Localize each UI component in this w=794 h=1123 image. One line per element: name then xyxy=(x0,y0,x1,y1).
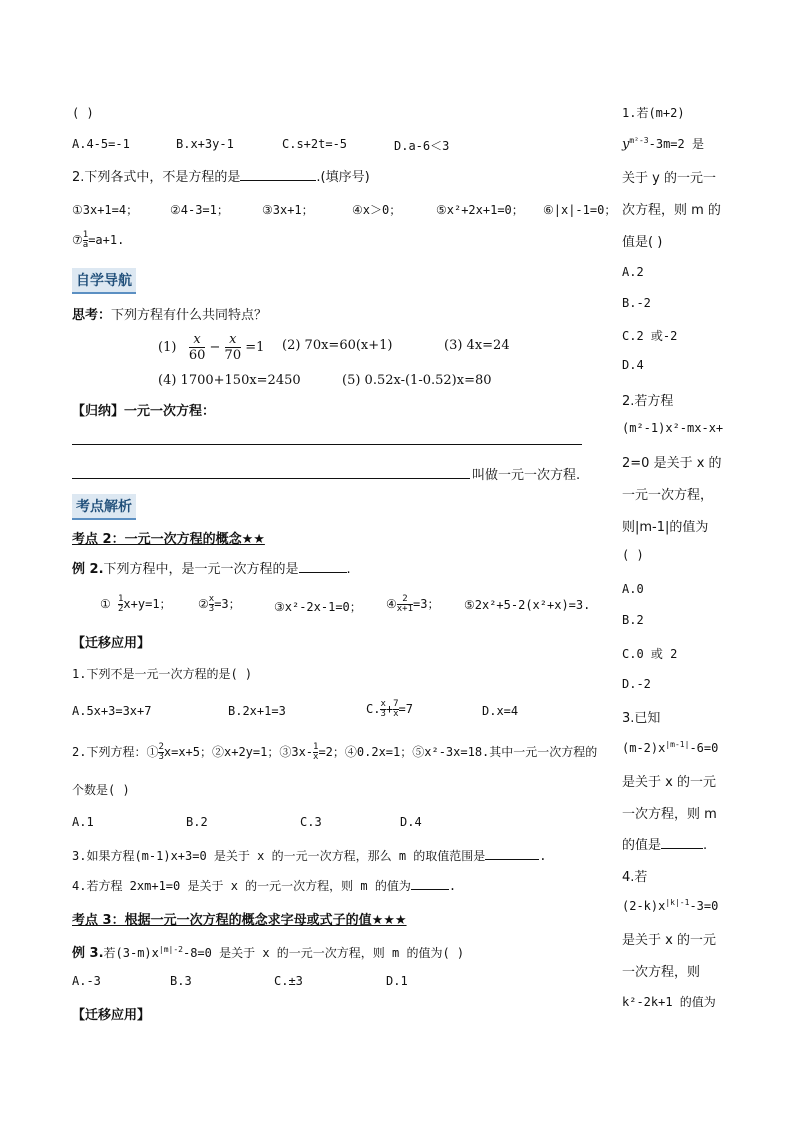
example-2-item-3: ③x²-2x-1=0； xyxy=(274,600,362,614)
q2-item-6: ⑥|x|-1=0； xyxy=(543,203,617,217)
summary-end: 叫做一元一次方程. xyxy=(472,468,581,483)
side-q4-line4: 一次方程，则 xyxy=(622,965,701,980)
side-q1-option-c: C.2 或-2 xyxy=(622,329,678,343)
side-q2-option-d: D.-2 xyxy=(622,677,651,691)
example-3-option-a: A.-3 xyxy=(72,974,101,988)
side-q1-option-a: A.2 xyxy=(622,265,644,279)
transfer-heading-2: 【迁移应用】 xyxy=(72,1008,151,1023)
example-2-item-5: ⑤2x²+5-2(x²+x)=3. xyxy=(464,598,591,612)
q2-question: 2.下列各式中，不是方程的是 .(填序号) xyxy=(72,170,370,185)
q2-item-1: ①3x+1=4； xyxy=(72,203,139,217)
example-3-option-d: D.1 xyxy=(386,974,408,988)
side-q2-line6: ( ) xyxy=(622,548,644,562)
example-3-option-c: C.±3 xyxy=(274,974,303,988)
example-3: 例 3.若$(3-m)x^{|m|-2}-8=0$ 是关于 x 的一元一次方程，则 m 的值为( ) xyxy=(72,945,465,961)
example-2-item-1: ① $\frac{1}{2}$ x+y=1； xyxy=(100,594,172,614)
transfer-q1-option-b: B.2x+1=3 xyxy=(228,704,286,718)
summary-label: 【归纳】一元一次方程： xyxy=(72,404,216,419)
side-q1-line5: 值是( ) xyxy=(622,235,663,250)
transfer-q1: 1.下列不是一元一次方程的是( ) xyxy=(72,667,253,681)
transfer-q2-option-b: B.2 xyxy=(186,815,208,829)
transfer-q1-option-d: D.x=4 xyxy=(482,704,519,718)
side-q4-line3: 是关于 x 的一元 xyxy=(622,933,716,948)
transfer-q2-option-a: A.1 xyxy=(72,815,94,829)
side-q2-option-c: C.0 或 2 xyxy=(622,647,678,661)
side-q1-line3: 关于 y 的一元一 xyxy=(622,171,716,186)
side-q2-option-a: A.0 xyxy=(622,582,644,596)
side-q3-line3: 是关于 x 的一元 xyxy=(622,775,716,790)
side-q1-line4: 次方程，则 m 的 xyxy=(622,203,721,218)
equation-3: (3) 4x=24 xyxy=(444,338,510,353)
transfer-q3: 3.如果方程(m-1)x+3=0 是关于 x 的一元一次方程，那么 m 的取值范围是 . xyxy=(72,849,547,863)
side-column xyxy=(622,0,794,1123)
example-2-item-4: ④ $\frac{2}{x+1}$ =3； xyxy=(386,594,440,614)
q2-item-7: ⑦ $\frac{1}{a}$ =a+1. xyxy=(72,230,125,250)
transfer-q2-line2: 个数是( ) xyxy=(72,783,130,797)
side-q2-line3: 2=0 是关于 x 的 xyxy=(622,456,722,471)
example-2: 例 2.下列方程中，是一元一次方程的是 . xyxy=(72,562,351,577)
side-q4-line5: k²-2k+1 的值为 xyxy=(622,995,716,1009)
transfer-heading-1: 【迁移应用】 xyxy=(72,636,151,651)
section-key-points: 考点解析 xyxy=(72,494,136,520)
side-q3-line5: 的值是 . xyxy=(622,838,708,853)
side-q1-option-b: B.-2 xyxy=(622,296,651,310)
side-q1-option-d: D.4 xyxy=(622,358,644,372)
summary-blank-1 xyxy=(72,444,582,445)
q2-item-3: ③3x+1； xyxy=(262,203,314,217)
side-q2-option-b: B.2 xyxy=(622,613,644,627)
transfer-q1-option-a: A.5x+3=3x+7 xyxy=(72,704,152,718)
side-q3-line2: $(m-2)x^{|m-1|}-6=0$ xyxy=(622,740,719,755)
q1-option-b: B.x+3y-1 xyxy=(176,137,234,151)
side-q1-line2: $y^{m^2-3}-3m=2$ 是 xyxy=(622,136,704,152)
side-q2-line1: 2.若方程 xyxy=(622,394,674,409)
side-q4-line2: $(2-k)x^{|k|-1}-3=0$ xyxy=(622,898,719,913)
q2-item-4: ④x＞0； xyxy=(352,203,402,217)
transfer-q1-option-c: C. $\frac{x}{3}$ + $\frac{7}{x}$ =7 xyxy=(366,699,413,719)
side-q2-line4: 一元一次方程， xyxy=(622,488,714,503)
q2-item-5: ⑤x²+2x+1=0； xyxy=(436,203,524,217)
equation-4: (4) 1700+150x=2450 xyxy=(158,373,301,388)
q2-item-2: ②4-3=1； xyxy=(170,203,229,217)
key-point-3-title: 考点 3：根据一元一次方程的概念求字母或式子的值★★★ xyxy=(72,913,407,928)
transfer-q2-option-d: D.4 xyxy=(400,815,422,829)
equation-2: (2) 70x=60(x+1) xyxy=(282,338,393,353)
example-2-item-2: ② $\frac{x}{3}$ =3； xyxy=(198,594,241,614)
side-q2-line2: (m²-1)x²-mx-x+ xyxy=(622,421,724,435)
equation-5: (5) 0.52x-(1-0.52)x=80 xyxy=(342,373,492,388)
transfer-q4: 4.若方程 2xm+1=0 是关于 x 的一元一次方程，则 m 的值为 . xyxy=(72,879,457,893)
side-q3-line4: 一次方程，则 m xyxy=(622,807,717,822)
side-q4-line1: 4.若 xyxy=(622,870,648,885)
q1-paren: ( ) xyxy=(72,106,94,120)
key-point-2-title: 考点 2：一元一次方程的概念★★ xyxy=(72,532,265,547)
transfer-q2: 2.下列方程：① $\frac{2}{3}$ x=x+5；②x+2y=1；③3x- $\frac{1}{x}$ =2；④0.2x=1；⑤x²-3x=18.其中一元一次方程的 xyxy=(72,742,598,762)
q1-option-c: C.s+2t=-5 xyxy=(282,137,348,151)
equation-1: (1) $\frac{x}{60}$ − $\frac{x}{70}$ =1 xyxy=(158,332,265,363)
summary-blank-2 xyxy=(72,478,470,479)
think-prompt: 思考：下列方程有什么共同特点？ xyxy=(72,308,268,323)
q1-option-a: A.4-5=-1 xyxy=(72,137,130,151)
q1-option-d: D.a-6＜3 xyxy=(394,139,450,153)
side-q1-line1: 1.若(m+2) xyxy=(622,106,685,120)
side-q2-line5: 则|m-1|的值为 xyxy=(622,520,709,535)
example-3-option-b: B.3 xyxy=(170,974,192,988)
section-self-study: 自学导航 xyxy=(72,268,136,294)
side-q3-line1: 3.已知 xyxy=(622,711,661,726)
transfer-q2-option-c: C.3 xyxy=(300,815,322,829)
